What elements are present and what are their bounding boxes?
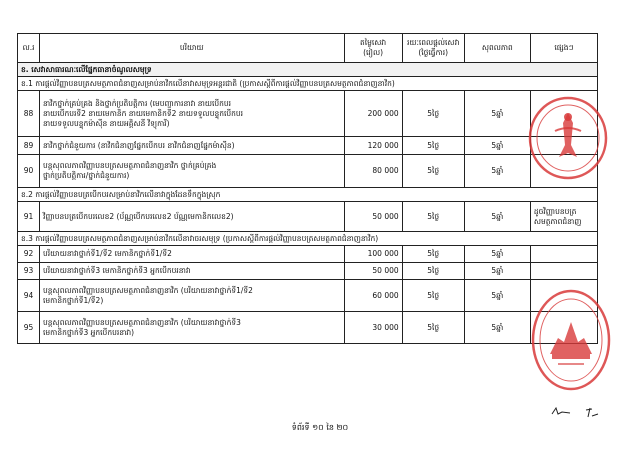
table-row: [18, 280, 598, 312]
subsection-row: [18, 188, 598, 202]
section-row: [18, 63, 598, 77]
header-duration-line1: រយៈពេលផ្ដល់សេវា: [407, 38, 460, 47]
row-description-line: មេកានិកថ្នាក់ទី1/ទី2): [43, 295, 104, 305]
row-description: [40, 155, 345, 188]
row-no: 92: [18, 246, 40, 263]
row-description-line: បន្តសុពលភាពវិញ្ញាបនបត្រសមត្ថភាពជំនាញនាវិក (បរិយាយនាវាថ្នាក់ទី1/ទី2: [43, 285, 253, 295]
row-description-line: នាយទទួលបន្ទុកម៉ាស៊ីន នាយអគ្គិសនី វិទ្យុការី): [43, 118, 170, 128]
table-row: [18, 263, 598, 280]
table-row: [18, 246, 598, 263]
row-price: 30 000: [344, 312, 402, 344]
row-description-line: នាយបើកបរទី2 នាយមេកានិក នាយមេកានិកទី2 នាយទទួលបន្ទុកបើកបរ: [43, 108, 244, 118]
row-duration: 5ថ្ងៃ: [402, 246, 464, 263]
row-description-line: ថ្នាក់ប្រតិបត្តិការ/ថ្នាក់ជំនួយការ): [43, 171, 130, 180]
header-price-line1: តម្លៃសេវា: [360, 38, 387, 47]
row-validity: 5ឆ្នាំ: [464, 263, 530, 280]
row-validity: 5ឆ្នាំ: [464, 246, 530, 263]
table-row: [18, 155, 598, 188]
row-price: 50 000: [344, 263, 402, 280]
header-price: [344, 34, 402, 63]
subsection-title-1: ខ.1 ការផ្ដល់វិញ្ញាបនបត្រសមត្ថភាពជំនាញសម្រាប់នាវិកលើនាវាសមុទ្រអន្តរជាតិ (ប្រកាសស្ដីពីការផ្ដល់វិញ្ញាបនបត្រសមត្ថភាពជំនាញនាវិក): [18, 77, 598, 91]
section-title: ខ. សេវាសាធារណៈលើផ្នែកធានាចំណូលសមុទ្រ: [18, 63, 598, 77]
fee-table: [17, 33, 598, 344]
row-price: 120 000: [344, 137, 402, 155]
row-other: [530, 246, 597, 263]
table-row: [18, 91, 598, 137]
row-description: [40, 91, 345, 137]
row-other: [530, 202, 597, 232]
row-other-line: សមត្ថភាពជំនាញ: [533, 216, 582, 226]
row-duration: 5ថ្ងៃ: [402, 312, 464, 344]
row-duration: 5ថ្ងៃ: [402, 91, 464, 137]
row-price: 80 000: [344, 155, 402, 188]
row-other-line: ដូចវិញ្ញាបនបត្រ: [533, 206, 577, 216]
subsection-row: [18, 77, 598, 91]
row-description: បរិយាយនាវាថ្នាក់ទី3 មេកានិកថ្នាក់ទី3 អ្នកបើកបរនាវា: [40, 263, 345, 280]
row-no: 94: [18, 280, 40, 312]
row-price: 60 000: [344, 280, 402, 312]
row-description: នាវិកថ្នាក់ជំនួយការ (នាវិកជំនាញផ្នែកបើកបរ នាវិកជំនាញផ្នែកម៉ាស៊ីន): [40, 137, 345, 155]
header-duration: [402, 34, 464, 63]
signature-icon: [548, 404, 608, 420]
header-price-line2: (រៀល): [363, 48, 384, 57]
table-row: [18, 202, 598, 232]
row-no: 93: [18, 263, 40, 280]
row-no: 95: [18, 312, 40, 344]
row-price: 200 000: [344, 91, 402, 137]
official-seal-icon: [527, 95, 609, 181]
row-duration: 5ថ្ងៃ: [402, 155, 464, 188]
row-price: 50 000: [344, 202, 402, 232]
row-validity: 5ឆ្នាំ: [464, 91, 530, 137]
row-validity: 5ឆ្នាំ: [464, 202, 530, 232]
row-validity: 5ឆ្នាំ: [464, 137, 530, 155]
row-duration: 5ថ្ងៃ: [402, 263, 464, 280]
row-description: បរិយាយនាវាថ្នាក់ទី1/ទី2 មេកានិកថ្នាក់ទី1/ទី2: [40, 246, 345, 263]
row-no: 90: [18, 155, 40, 188]
row-duration: 5ថ្ងៃ: [402, 137, 464, 155]
row-duration: 5ថ្ងៃ: [402, 280, 464, 312]
official-seal-icon: [530, 288, 612, 392]
header-validity: សុពលភាព: [464, 34, 530, 63]
row-description: វិញ្ញាបនបត្របើកបរលេខ2 (ប័ណ្ណបើកបរលេខ2 ប័ណ្ណមេកានិកលេខ2): [40, 202, 345, 232]
row-validity: 5ឆ្នាំ: [464, 280, 530, 312]
row-no: 91: [18, 202, 40, 232]
row-duration: 5ថ្ងៃ: [402, 202, 464, 232]
page-number: ទំព័រទី ១០ នៃ ២០: [291, 423, 349, 432]
row-validity: 5ឆ្នាំ: [464, 312, 530, 344]
row-validity: 5ឆ្នាំ: [464, 155, 530, 188]
row-other: [530, 263, 597, 280]
subsection-title-2: ខ.2 ការផ្ដល់វិញ្ញាបនបត្របើកបរសម្រាប់នាវិកលើនាវាក្នុងដែនទឹកក្នុងស្រុក: [18, 188, 598, 202]
header-duration-line2: (ថ្ងៃធ្វើការ): [418, 48, 449, 57]
row-description: [40, 312, 345, 344]
row-description-line: បន្តសុពលភាពវិញ្ញាបនបត្រសមត្ថភាពជំនាញនាវិក ថ្នាក់គ្រប់គ្រង: [43, 161, 217, 170]
row-description-line: បន្តសុពលភាពវិញ្ញាបនបត្រសមត្ថភាពជំនាញនាវិក (បរិយាយនាវាថ្នាក់ទី3: [43, 317, 241, 327]
subsection-title-3: ខ.3 ការផ្ដល់វិញ្ញាបនបត្រសមត្ថភាពជំនាញសម្រាប់នាវិកលើនាវាចរសមុទ្រ (ប្រកាសស្ដីពីការផ្ដល់វិញ្ញាបនបត្រសមត្ថភាពជំនាញនាវិក): [18, 232, 598, 246]
row-description: [40, 280, 345, 312]
row-no: 89: [18, 137, 40, 155]
table-row: [18, 312, 598, 344]
table-header-row: [18, 34, 598, 63]
header-other: ផ្សេងៗ: [530, 34, 597, 63]
row-description-line: មេកានិកថ្នាក់ទី3 អ្នកបើកបរនាវា): [43, 327, 135, 337]
header-description: បរិយាយ: [40, 34, 345, 63]
header-no: ល.រ: [18, 34, 40, 63]
row-price: 100 000: [344, 246, 402, 263]
subsection-row: [18, 232, 598, 246]
table-row: [18, 137, 598, 155]
row-no: 88: [18, 91, 40, 137]
row-description-line: នាវិកថ្នាក់គ្រប់គ្រង និងថ្នាក់ប្រតិបត្តិការ (មេបញ្ជាការនាវា នាយបើកបរ: [43, 98, 232, 108]
